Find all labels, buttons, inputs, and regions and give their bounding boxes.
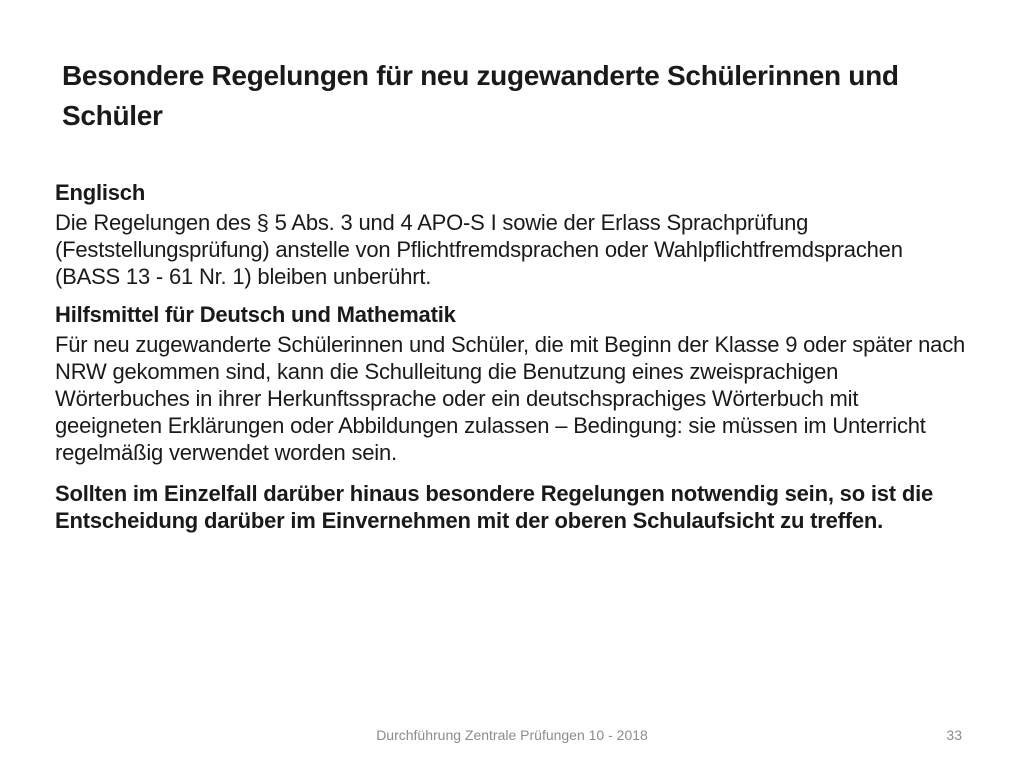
slide-title: Besondere Regelungen für neu zugewanderte Schülerinnen und Schüler	[62, 60, 899, 131]
page-number: 33	[946, 727, 962, 743]
footer-text: Durchführung Zentrale Prüfungen 10 - 2018	[376, 727, 648, 743]
section-hilfsmittel	[55, 301, 970, 466]
section-heading: Hilfsmittel für Deutsch und Mathematik	[55, 302, 456, 327]
slide-content	[55, 175, 970, 534]
closing-note: Sollten im Einzelfall darüber hinaus besondere Regelungen notwendig sein, so ist die Entscheidung darüber im Einvernehmen mit der oberen Schulaufsicht zu treffen.	[55, 481, 934, 533]
section-heading: Englisch	[55, 180, 146, 205]
section-body: Die Regelungen des § 5 Abs. 3 und 4 APO-S I sowie der Erlass Sprachprüfung (Feststellungsprüfung) anstelle von Pflichtfremdsprachen oder Wahlpflichtfremdsprachen (BASS 13 - 61 Nr. 1) bleiben unberührt.	[55, 210, 903, 289]
section-englisch	[55, 179, 970, 290]
section-body: Für neu zugewanderte Schülerinnen und Schüler, die mit Beginn der Klasse 9 oder später nach NRW gekommen sind, kann die Schulleitung die Benutzung eines zweisprachigen Wörterbuches in ihrer Herkunftssprache oder ein deutschsprachiges Wörterbuch mit geeigneten Erklärungen oder Abbildungen zulassen – Bedingung: sie müssen im Unterricht regelmäßig verwendet worden sein.	[55, 332, 966, 465]
